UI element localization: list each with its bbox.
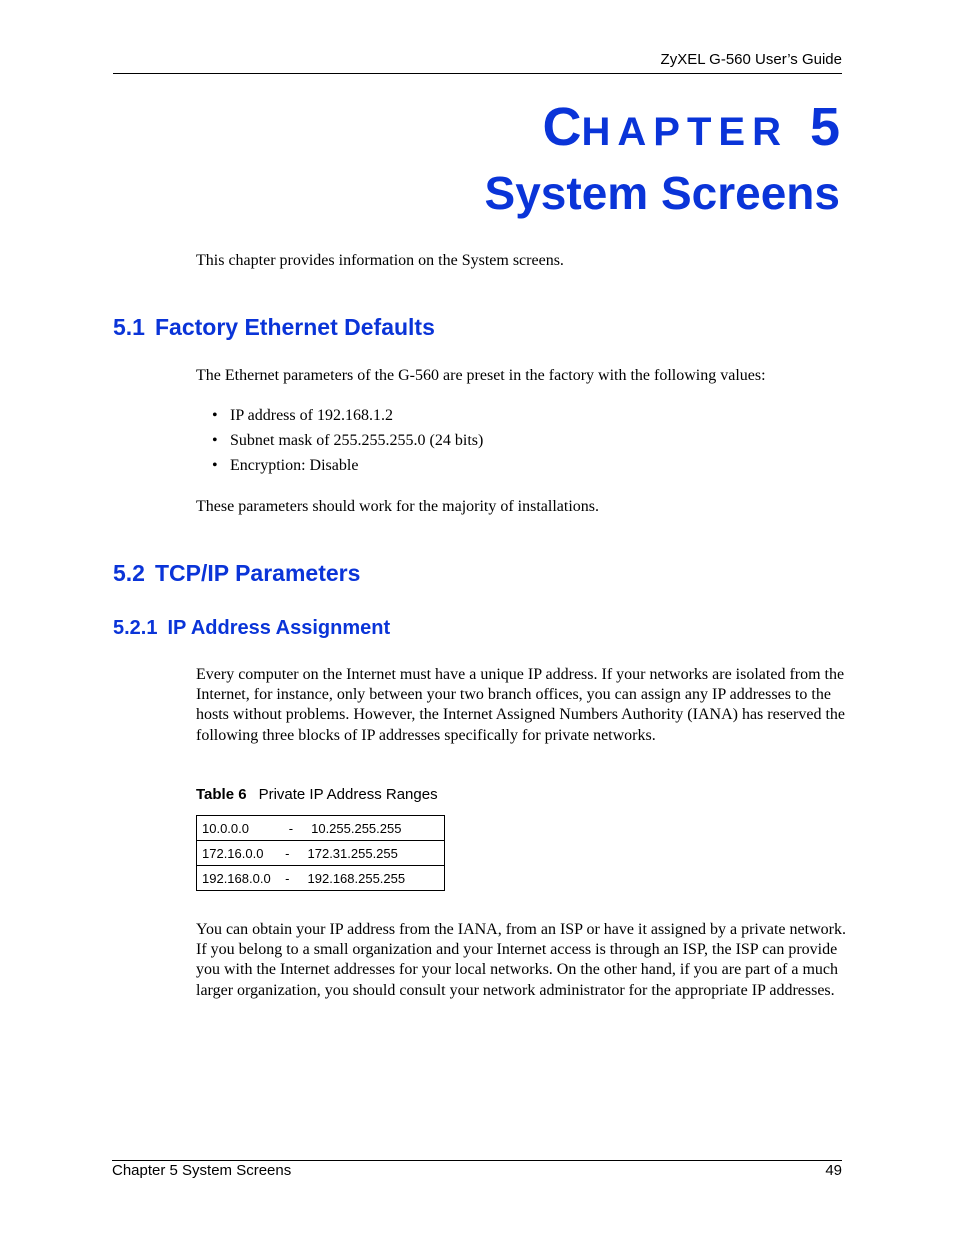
footer-divider bbox=[112, 1160, 842, 1161]
table-row bbox=[197, 841, 445, 866]
table-row bbox=[197, 866, 445, 891]
list-item bbox=[212, 457, 358, 475]
bullet-symbol: • bbox=[212, 407, 218, 424]
chapter-label bbox=[543, 96, 841, 158]
chapter-number: 5 bbox=[809, 97, 840, 157]
bullet-symbol: • bbox=[212, 457, 218, 474]
table-label: Table 6 bbox=[196, 786, 247, 803]
section-number: 5.2 bbox=[113, 560, 145, 586]
section-title: IP Address Assignment bbox=[167, 617, 391, 639]
table-row bbox=[197, 816, 445, 841]
chapter-word-initial: C bbox=[542, 97, 582, 157]
table-cell: 172.16.0.0 - 172.31.255.255 bbox=[197, 841, 445, 866]
section-number: 5.2.1 bbox=[113, 617, 158, 639]
page-number: 49 bbox=[825, 1162, 842, 1179]
ethernet-lead-paragraph: The Ethernet parameters of the G-560 are preset in the factory with the following values: bbox=[196, 367, 766, 384]
ethernet-closing-paragraph: These parameters should work for the majority of installations. bbox=[196, 498, 600, 515]
section-number: 5.1 bbox=[113, 314, 145, 340]
chapter-title: System Screens bbox=[484, 167, 840, 219]
bullet-symbol: • bbox=[212, 432, 218, 449]
table-caption-text: Private IP Address Ranges bbox=[258, 786, 438, 803]
section-heading-5-2-1 bbox=[113, 617, 390, 640]
guide-title: ZyXEL G-560 User’s Guide bbox=[660, 51, 842, 68]
header-divider bbox=[113, 73, 842, 74]
list-item bbox=[212, 407, 393, 425]
list-item-text: IP address of 192.168.1.2 bbox=[230, 407, 393, 424]
list-item bbox=[212, 432, 483, 450]
section-title: Factory Ethernet Defaults bbox=[154, 314, 435, 340]
table-cell: 10.0.0.0 - 10.255.255.255 bbox=[197, 816, 445, 841]
section-heading-5-2 bbox=[113, 560, 360, 587]
table-cell: 192.168.0.0 - 192.168.255.255 bbox=[197, 866, 445, 891]
footer-chapter-title: Chapter 5 System Screens bbox=[112, 1162, 292, 1179]
chapter-word-rest: HAPTER bbox=[581, 110, 788, 154]
obtain-ip-paragraph: You can obtain your IP address from the IANA, from an ISP or have it assigned by a private network. If you belong to a small organization and your Internet access is through an ISP, the ISP can provide you with the Internet addresses for your local networks. On the other hand, if you are part of a much larger organization, you should consult your network administrator for the appropriate IP addresses. bbox=[196, 921, 846, 999]
list-item-text: Subnet mask of 255.255.255.0 (24 bits) bbox=[230, 432, 484, 449]
list-item-text: Encryption: Disable bbox=[230, 457, 359, 474]
private-ip-ranges-table bbox=[196, 815, 445, 891]
intro-paragraph: This chapter provides information on the System screens. bbox=[196, 252, 564, 269]
section-title: TCP/IP Parameters bbox=[154, 560, 361, 586]
section-heading-5-1 bbox=[113, 314, 435, 341]
ip-assignment-paragraph: Every computer on the Internet must have a unique IP address. If your networks are isolated from the Internet, for instance, only between your two branch offices, you can assign any IP addresses to the hosts without problems. However, the Internet Assigned Numbers Authority (IANA) has reserved the following three blocks of IP addresses specifically for private networks. bbox=[196, 666, 846, 744]
table-caption bbox=[196, 786, 438, 803]
